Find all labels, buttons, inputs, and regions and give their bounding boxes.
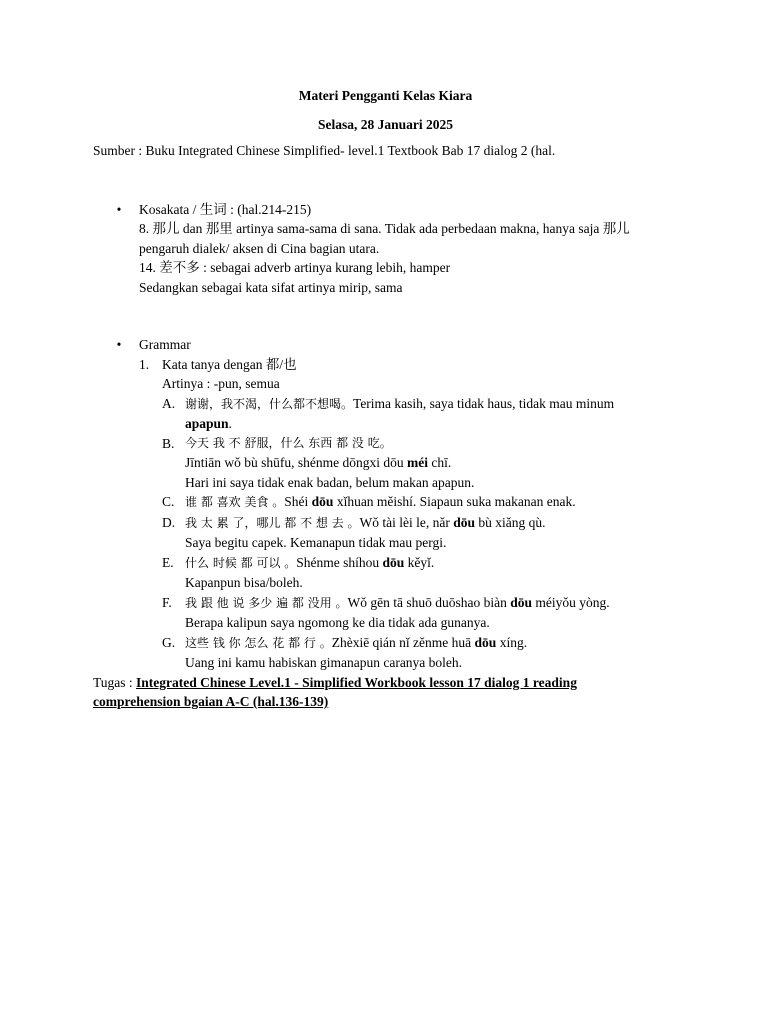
pinyin-text: Jīntiān wǒ bù shūfu, shénme dōngxi dōu bbox=[185, 455, 407, 470]
document-title: Materi Pengganti Kelas Kiara bbox=[298, 88, 473, 103]
example-line bbox=[185, 414, 678, 434]
example-item bbox=[162, 513, 678, 553]
pinyin-text: Shénme shíhou bbox=[296, 554, 383, 570]
kosakata-line: Sedangkan sebagai kata sifat artinya mirip, sama bbox=[139, 279, 403, 295]
example-line bbox=[185, 513, 678, 534]
tugas-line bbox=[93, 673, 678, 693]
pinyin-text: chī. bbox=[428, 455, 452, 470]
document-date: Selasa, 28 Januari 2025 bbox=[317, 116, 453, 132]
bold-word: dōu bbox=[510, 594, 533, 610]
example-item bbox=[162, 633, 678, 673]
document-page bbox=[93, 86, 678, 712]
pinyin-text: Zhèxiē qián nǐ zěnme huā bbox=[331, 634, 475, 650]
list-letter: E. bbox=[162, 554, 174, 570]
list-letter: G. bbox=[162, 634, 176, 650]
grammar-item-meaning: Artinya : -pun, semua bbox=[162, 376, 280, 391]
list-number: 1. bbox=[139, 356, 150, 372]
pinyin-text: Wǒ tài lèi le, nǎr bbox=[359, 514, 454, 530]
example-line bbox=[185, 553, 678, 574]
list-letter: B. bbox=[162, 435, 175, 451]
chinese-text: 这些 钱 你 怎么 花 都 行 。 bbox=[185, 635, 332, 650]
tugas-section bbox=[93, 673, 678, 712]
pinyin-text: xǐhuan měishí. Siapaun suka makanan enak. bbox=[333, 494, 576, 509]
bullet-icon: • bbox=[116, 201, 122, 217]
grammar-section bbox=[93, 335, 678, 673]
chinese-text: 谢谢，我不渴，什么都不想喝。 bbox=[185, 396, 354, 411]
bold-word: dōu bbox=[474, 634, 497, 650]
example-text: . bbox=[228, 416, 232, 431]
bold-word: dōu bbox=[382, 554, 405, 570]
example-item bbox=[162, 593, 678, 633]
bold-word: dōu bbox=[311, 494, 334, 509]
tugas-link[interactable]: comprehension bgaian A-C (hal.136-139) bbox=[93, 694, 329, 709]
chinese-text: 什么 时候 都 可以 。 bbox=[185, 555, 297, 570]
chinese-text: 我 跟 他 说 多少 遍 都 没用 。 bbox=[185, 595, 348, 610]
translation-line: Kapanpun bisa/boleh. bbox=[185, 575, 303, 590]
tugas-line bbox=[93, 692, 678, 712]
chinese-text: 今天 我 不 舒服，什么 东西 都 没 吃。 bbox=[185, 435, 392, 450]
pinyin-text: méiyǒu yòng. bbox=[532, 594, 610, 610]
translation-line: Saya begitu capek. Kemanapun tidak mau pergi. bbox=[185, 535, 447, 550]
bullet-icon: • bbox=[116, 337, 122, 352]
bold-word: méi bbox=[407, 455, 428, 470]
example-line bbox=[185, 492, 678, 513]
tugas-label: Tugas : bbox=[93, 674, 137, 690]
grammar-item bbox=[139, 355, 678, 673]
list-letter: A. bbox=[162, 395, 176, 411]
kosakata-line: 8. 那儿 dan 那里 artinya sama-sama di sana. Tidak ada perbedaan makna, hanya saja 那儿 bbox=[139, 221, 630, 236]
grammar-item-label: Kata tanya dengan 都/也 bbox=[162, 356, 297, 372]
translation-line: Uang ini kamu habiskan gimanapun caranya boleh. bbox=[185, 655, 463, 670]
translation-line: Hari ini saya tidak enak badan, belum makan apapun. bbox=[185, 474, 475, 490]
translation-line: Berapa kalipun saya ngomong ke dia tidak ada gunanya. bbox=[185, 615, 490, 630]
chinese-text: 我 太 累 了，哪儿 都 不 想 去 。 bbox=[185, 515, 360, 530]
example-line bbox=[185, 633, 678, 654]
pinyin-text: Wǒ gēn tā shuō duōshao biàn bbox=[347, 594, 511, 610]
pinyin-line bbox=[185, 453, 678, 473]
spacer bbox=[93, 297, 678, 335]
kosakata-line: pengaruh dialek/ aksen di Cina bagian utara. bbox=[139, 240, 380, 256]
pinyin-text: xíng. bbox=[496, 634, 528, 650]
pinyin-text: kěyǐ. bbox=[404, 554, 435, 570]
kosakata-section bbox=[93, 200, 678, 298]
bold-word: apapun bbox=[185, 416, 229, 431]
kosakata-line: 14. 差不多 : sebagai adverb artinya kurang lebih, hamper bbox=[139, 260, 451, 275]
source-line: Sumber : Buku Integrated Chinese Simplified- level.1 Textbook Bab 17 dialog 2 (hal. bbox=[93, 143, 556, 158]
list-letter: F. bbox=[162, 594, 172, 610]
example-item bbox=[162, 553, 678, 593]
kosakata-heading: Kosakata / 生词 : (hal.214-215) bbox=[139, 201, 312, 217]
example-line bbox=[185, 593, 678, 614]
list-letter: D. bbox=[162, 514, 176, 530]
example-text: Terima kasih, saya tidak haus, tidak mau minum bbox=[353, 395, 615, 411]
pinyin-text: Shéi bbox=[284, 494, 312, 509]
example-item bbox=[162, 434, 678, 493]
list-letter: C. bbox=[162, 494, 175, 509]
pinyin-text: bù xiǎng qù. bbox=[475, 514, 546, 530]
spacer bbox=[93, 161, 678, 200]
example-line bbox=[185, 394, 678, 415]
bold-word: dōu bbox=[453, 514, 476, 530]
grammar-heading: Grammar bbox=[139, 337, 191, 352]
example-item bbox=[162, 394, 678, 434]
example-item bbox=[162, 492, 678, 513]
chinese-text: 谁 都 喜欢 美食 。 bbox=[185, 495, 285, 509]
tugas-link[interactable]: Integrated Chinese Level.1 - Simplified Workbook lesson 17 dialog 1 reading bbox=[136, 674, 577, 690]
